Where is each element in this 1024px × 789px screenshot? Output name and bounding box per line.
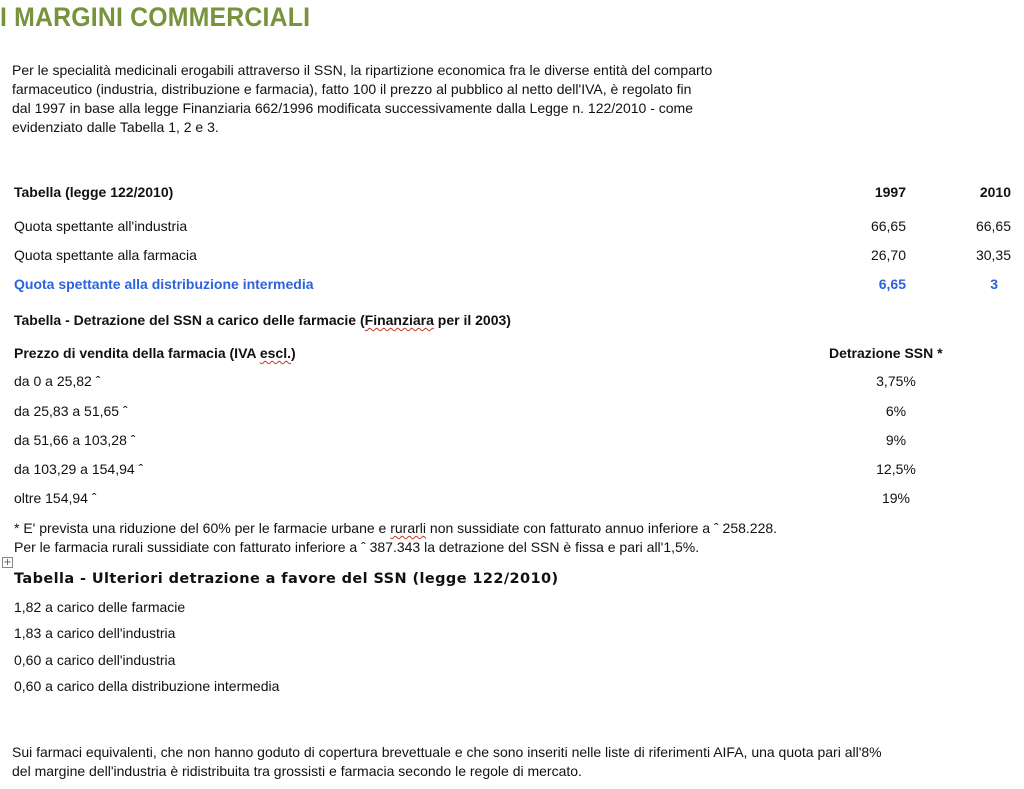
- table-row-value-2010: 30,35: [975, 247, 1011, 263]
- table-row-detrazione: 3,75%: [876, 373, 916, 389]
- table-row-detrazione: 12,5%: [876, 461, 916, 477]
- table-2-note-1: [14, 520, 777, 536]
- table-2-note-2: Per le farmacia rurali sussidiate con fatturato inferiore a ˆ 387.343 la detrazione del SSN è fissa e pari all'1,5%.: [14, 539, 700, 555]
- intro-paragraph: [12, 61, 712, 137]
- table-2-title-misspelled: Finanziara: [364, 312, 434, 328]
- table-2-title-post: per il 2003): [433, 312, 511, 328]
- table-row-range: oltre 154,94 ˆ: [14, 490, 97, 506]
- table-row-label: Quota spettante alla farmacia: [14, 247, 197, 263]
- intro-line: Per le specialità medicinali erogabili attraverso il SSN, la ripartizione economica fra le diverse entità del comparto: [12, 62, 713, 78]
- list-item: 0,60 a carico dell'industria: [14, 652, 176, 668]
- footer-paragraph: [12, 743, 882, 781]
- page-title: I MARGINI COMMERCIALI: [0, 2, 311, 32]
- list-item: 1,83 a carico dell'industria: [14, 625, 176, 641]
- table-1-col-2010: 2010: [979, 184, 1011, 200]
- table-1-title: Tabella (legge 122/2010): [14, 184, 174, 200]
- intro-line: farmaceutico (industria, distribuzione e farmacia), fatto 100 il prezzo al pubblico al netto dell'IVA, è regolato fin: [12, 81, 692, 97]
- list-item: 1,82 a carico delle farmacie: [14, 599, 186, 615]
- table-1-col-1997: 1997: [874, 184, 906, 200]
- table-row-detrazione: 9%: [885, 432, 907, 448]
- note-1-misspelled: rurarli: [390, 520, 427, 536]
- expand-plus-icon[interactable]: +: [3, 557, 12, 568]
- intro-line: evidenziato dalle Tabella 1, 2 e 3.: [12, 119, 219, 135]
- table-row-range: da 0 a 25,82 ˆ: [14, 373, 101, 389]
- table-row-range: da 103,29 a 154,94 ˆ: [14, 461, 144, 477]
- table-row-value-1997: 26,70: [870, 247, 906, 263]
- col-header-misspelled: escl.: [259, 345, 291, 361]
- footer-line: Sui farmaci equivalenti, che non hanno goduto di copertura brevettuale e che sono inseriti nelle liste di riferimenti AIFA, una quota pari all'8%: [12, 744, 882, 760]
- table-row-detrazione: 6%: [885, 403, 907, 419]
- table-3-title: Tabella - Ulteriori detrazione a favore del SSN (legge 122/2010): [14, 571, 559, 587]
- table-row-label: Quota spettante all'industria: [14, 218, 188, 234]
- table-2-title-pre: Tabella - Detrazione del SSN a carico delle farmacie (: [14, 312, 365, 328]
- table-2-col-header-left: [14, 345, 296, 361]
- table-row-range: da 25,83 a 51,65 ˆ: [14, 403, 128, 419]
- footer-line: del margine dell'industria è ridistribuita tra grossisti e farmacia secondo le regole di mercato.: [12, 763, 582, 779]
- table-row-value-1997: 66,65: [870, 218, 906, 234]
- table-row-value-1997-highlight: 6,65: [878, 276, 906, 292]
- note-1-pre: * E' prevista una riduzione del 60% per le farmacie urbane e: [14, 520, 391, 536]
- table-row-detrazione: 19%: [881, 490, 911, 506]
- table-row-value-2010-highlight: 3: [990, 276, 998, 292]
- note-1-post: non sussidiate con fatturato annuo inferiore a ˆ 258.228.: [426, 520, 778, 536]
- col-header-pre: Prezzo di vendita della farmacia (IVA: [14, 345, 260, 361]
- col-header-post: ): [291, 345, 296, 361]
- list-item: 0,60 a carico della distribuzione intermedia: [14, 678, 280, 694]
- table-2-title: [14, 312, 511, 328]
- table-row-value-2010: 66,65: [975, 218, 1011, 234]
- intro-line: dal 1997 in base alla legge Finanziaria 662/1996 modificata successivamente dalla Legge n. 122/2010 - come: [12, 100, 694, 116]
- table-row-label-highlight: Quota spettante alla distribuzione intermedia: [14, 276, 314, 292]
- table-2-col-header-right: Detrazione SSN *: [829, 345, 943, 361]
- table-row-range: da 51,66 a 103,28 ˆ: [14, 432, 136, 448]
